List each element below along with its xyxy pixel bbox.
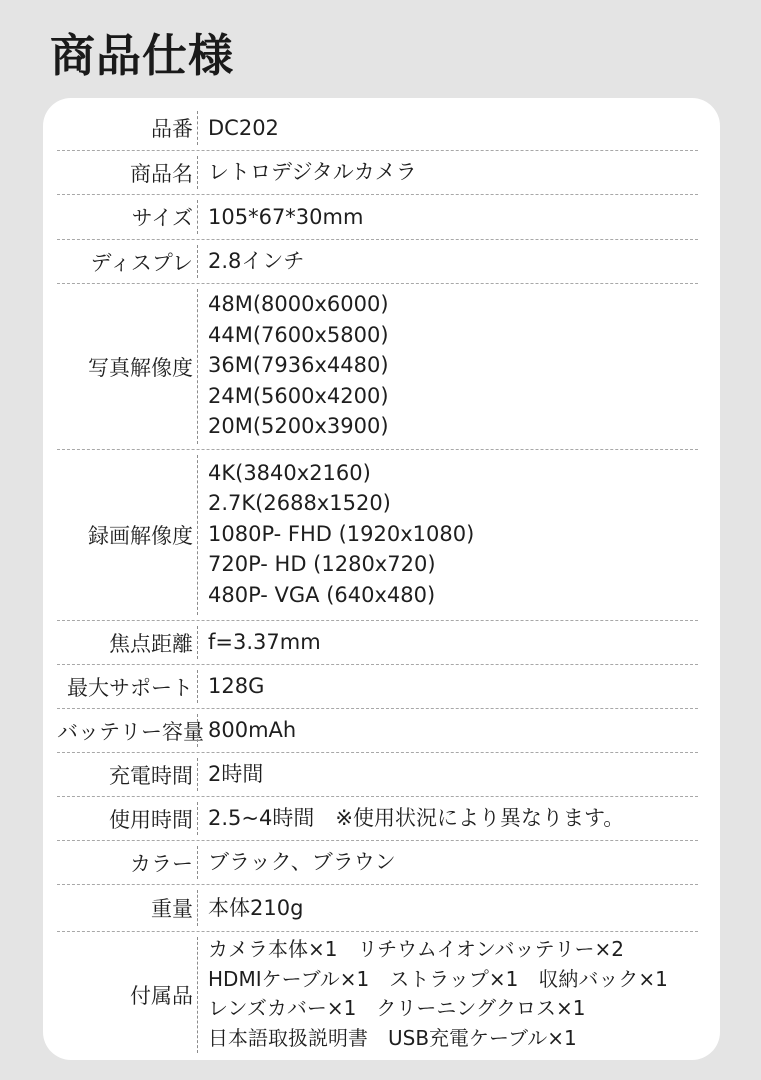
- spec-value: DC202: [208, 115, 279, 140]
- spec-label: 録画解像度: [88, 524, 193, 548]
- spec-row-color: [57, 841, 698, 885]
- spec-value: 720P- HD (1280x720): [208, 552, 436, 577]
- spec-row-battery-capacity: [57, 709, 698, 753]
- spec-row-photo-resolution: [57, 284, 698, 450]
- spec-value: レトロデジタルカメラ: [208, 160, 417, 185]
- page-title: 商品仕様: [50, 29, 235, 82]
- spec-values: [198, 671, 264, 702]
- spec-values: [198, 715, 296, 746]
- spec-value: 480P- VGA (640x480): [208, 582, 436, 607]
- spec-value: 36M(7936x4480): [208, 353, 389, 378]
- spec-table: [43, 98, 720, 1060]
- spec-values: [198, 157, 417, 188]
- spec-label: 最大サポート: [67, 675, 193, 700]
- spec-label: 使用時間: [109, 807, 193, 832]
- spec-label: 充電時間: [109, 763, 193, 788]
- spec-value: 48M(8000x6000): [208, 292, 389, 317]
- spec-value: 2.8インチ: [208, 249, 305, 274]
- spec-values: [198, 933, 668, 1057]
- spec-value: 128G: [208, 674, 265, 699]
- spec-row-size: [57, 195, 698, 240]
- spec-value: ブラック、ブラウン: [208, 850, 396, 875]
- spec-label: 写真解像度: [88, 355, 193, 380]
- spec-values: [198, 287, 389, 446]
- spec-value: 24M(5600x4200): [208, 383, 389, 408]
- spec-value: HDMIケーブル×1 ストラップ×1 収納バック×1: [208, 966, 668, 991]
- spec-value: カメラ本体×1 リチウムイオンバッテリー×2: [208, 937, 624, 961]
- spec-row-video-resolution: [57, 450, 698, 621]
- spec-value: 4K(3840x2160): [208, 460, 371, 485]
- spec-value: 105*67*30mm: [208, 204, 364, 229]
- spec-label: 商品名: [130, 161, 193, 186]
- spec-row-accessories: [57, 932, 698, 1058]
- spec-values: [198, 803, 624, 834]
- spec-values: [198, 847, 396, 878]
- spec-row-model-number: [57, 106, 698, 151]
- spec-value: レンズカバー×1 クリーニングクロス×1: [208, 996, 586, 1020]
- spec-values: [198, 202, 363, 233]
- spec-label: 付属品: [130, 984, 193, 1008]
- spec-values: [198, 246, 304, 277]
- spec-value: f=3.37mm: [208, 630, 321, 655]
- spec-value: 44M(7600x5800): [208, 322, 389, 347]
- spec-row-display: [57, 240, 698, 284]
- spec-row-charging-time: [57, 753, 698, 797]
- spec-values: [198, 893, 303, 924]
- spec-values: [198, 759, 263, 790]
- spec-label: カラー: [130, 851, 193, 876]
- spec-row-product-name: [57, 151, 698, 195]
- spec-value: 20M(5200x3900): [208, 414, 389, 439]
- spec-label: 重量: [151, 897, 193, 921]
- spec-label: サイズ: [131, 206, 193, 230]
- spec-value: 1080P- FHD (1920x1080): [208, 521, 475, 546]
- spec-values: [198, 627, 321, 658]
- spec-values: [198, 113, 279, 144]
- spec-value: 800mAh: [208, 718, 297, 743]
- spec-label: 品番: [151, 117, 193, 141]
- spec-value: 2.5~4時間 ※使用状況により異なります。: [208, 806, 625, 831]
- spec-label: バッテリー容量: [57, 719, 204, 744]
- spec-value: 2時間: [208, 762, 264, 787]
- spec-row-max-storage: [57, 665, 698, 709]
- spec-label: 焦点距離: [109, 631, 193, 656]
- spec-values: [198, 456, 474, 615]
- spec-row-focal-length: [57, 621, 698, 665]
- spec-row-usage-time: [57, 797, 698, 841]
- spec-label: ディスプレ: [90, 250, 193, 275]
- spec-value: 本体210g: [208, 895, 304, 920]
- spec-value: 日本語取扱説明書 USB充電ケーブル×1: [208, 1025, 577, 1050]
- spec-row-weight: [57, 885, 698, 932]
- spec-value: 2.7K(2688x1520): [208, 491, 391, 516]
